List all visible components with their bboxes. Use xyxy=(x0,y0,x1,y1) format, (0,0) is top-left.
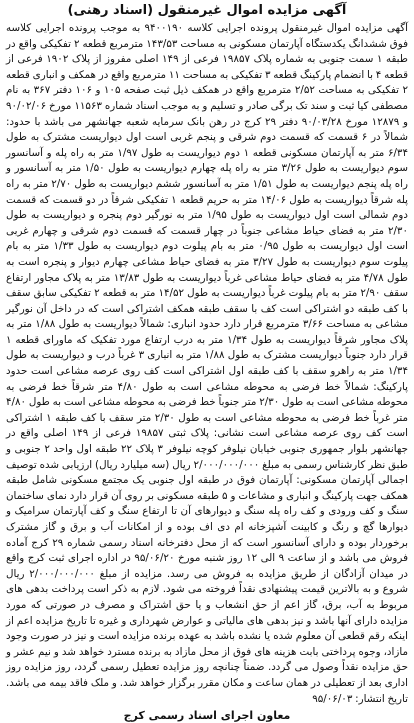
notice-body: آگهی مزایده اموال غیرمنقول پرونده اجرایی کلاسه ۹۴۰۰۱۹۰ به موجب پرونده اجرایی کلاسه فوق ششدانگ یکدستگاه آپارتمان مسکونی به مساحت ۱۴۳/۵۳ مترمربع قطعه ۲ تفکیکی واقع در طبقه ۱ سمت جنوبی به شماره پلاک ۱۹۸۵۷ فرعی از ۱۴۹ اصلی مفروز از پلاک ۱۹۰۲ فرعی از قطعه ۴ با انضمام پارکینگ قطعه ۳ تفکیکی به مساحت ۱۱ مترمربع واقع در همکف و انباری قطعه ۲ تفکیکی به مساحت ۲/۵۲ مترمربع واقع در همکف ذیل ثبت صفحه ۱۰۵ و ۱۰۶ دفتر ۳۶۷ به نام مصطفی کیا ثبت و سند تک برگی صادر و تسلیم و به موجب اسناد شماره ۱۱۵۶۳ مورخ ۹۰/۰۲/۰۶ و ۱۲۸۷۹ مورخ ۹۰/۰۳/۲۸ دفتر ۲۹ کرج در رهن بانک سرمایه شعبه جهانشهر می باشد با حدود: شمالاً در ۶ قسمت که قسمت دوم شرقی و پنجم غربی است اول دیواریست مشترک به طول ۶/۳۴ متر به آپارتمان مسکونی قطعه ۱ دوم دیواریست به طول ۱/۹۷ متر به راه پله و آسانسور سوم دیواریست به طول ۳/۲۶ متر به راه پله چهارم دیواریست به طول ۱/۵۰ متر به آسانسور و راه پله پنجم دیواریست به طول ۱/۵۱ متر به آسانسور ششم دیواریست به طول ۲/۷۰ متر به راه پله شرقاً دیواریست به طول ۱۴/۰۶ متر به حریم قطعه ۱ تفکیکی شرقاً در دو قسمت که قسمت دوم شمالی است اول دیواریست به طول ۱/۹۵ متر به نورگیر دوم پنجره و دیواریست به طول ۲/۳۰ متر به فضای حیاط مشاعی جنوباً در چهار قسمت که قسمت دوم شرقی و چهارم غربی است اول دیواریست به طول ۰/۹۵ متر به بام پیلوت دوم دیواریست به طول ۱/۳۳ متر به بام پیلوت سوم دیواریست به طول ۳/۲۷ متر به فضای حیاط مشاعی چهارم دیوار و پنجره است به طول ۴/۷۸ متر به فضای حیاط مشاعی غرباً دیواریست به طول ۱۳/۸۳ متر به پلاک مجاور ارتفاع سقف ۲/۹۰ متر به بام پیلوت غرباً دیواریست به طول ۱۴/۵۲ متر به قطعه ۲ تفکیکی سابق سقف با کف طبقه دو اشتراکی است کف با سقف طبقه همکف اشتراکی است که در داخل آن نورگیر مشاعی به مساحت ۳/۶۶ مترمربع قرار دارد حدود انباری: شمالاً دیواریست به طول ۱/۸۸ متر به پلاک مجاور شرقاً دیواریست به طول ۱/۳۴ متر به درب ارتفاع مورد تفکیک که ماورای قطعه ۱ قرار دارد جنوباً دیواریست مشترک به طول ۱/۸۸ متر به انباری ۳ غرباً درب و دیواریست به طول ۱/۳۴ متر به راهرو سقف با کف طبقه اول اشتراکی است کف روی عرصه مشاعی است حدود پارکینگ: شمالاً خط فرضی به محوطه مشاعی است به طول ۴/۸۰ متر شرقاً خط فرضی به محوطه مشاعی است به طول ۲/۳۰ متر جنوباً خط فرضی به محوطه مشاعی است به طول ۴/۸۰ متر غرباً خط فرضی به محوطه مشاعی است به طول ۲/۳۰ متر سقف با کف طبقه ۱ اشتراکی است کف روی عرصه مشاعی است نشانی: پلاک ثبتی ۱۹۸۵۷ فرعی از ۱۴۹ اصلی واقع در جهانشهر بلوار جمهوری جنوبی خیابان نیلوفر کوچه نیلوفر ۳ پلاک ۲۲ طبقه اول واحد ۲ جنوبی و طبق نظر کارشناس رسمی به مبلغ ۲/۰۰۰/۰۰۰/۰۰۰ ریال (سه میلیارد ریال) ارزیابی شده توصیف اجمالی آپارتمان مسکونی: آپارتمان فوق در طبقه اول جنوبی یک مجتمع مسکونی شامل طبقه همکف جهت پارکینگ و انباری و مشاعات و ۵ طبقه مسکونی بر روی آن قرار دارد نمای ساختمان سنگ و کف ورودی و کف راه پله سنگ و دیوارهای آن تا ارتفاع سنگ و کف آپارتمان سرامیک و دیوارها گچ و رنگ و کابینت آشپزخانه ام دی اف بوده و از امکانات آب و برق و گاز مشترک برخوردار بوده و دارای آسانسور است که از محل دفترخانه اسناد رسمی شماره ۲۹ کرج آماده فروش می باشد و از ساعت ۹ الی ۱۲ روز شنبه مورخ ۹۵/۰۶/۲۰ در اداره اجرای ثبت کرج واقع در میدان آزادگان از طریق مزایده به فروش می رسد. مزایده از مبلغ ۲/۰۰۰/۰۰۰/۰۰۰ ریال شروع و به بالاترین قیمت پیشنهادی نقداً فروخته می شود. لازم به ذکر است پرداخت بدهی های مربوط به آب، برق، گاز اعم از حق انشعاب و یا حق اشتراک و مصرف در صورتی که مورد مزایده دارای آنها باشد و نیز بدهی های مالیاتی و عوارض شهرداری و غیره تا تاریخ مزایده اعم از اینکه رقم قطعی آن معلوم شده یا نشده باشد به عهده برنده مزایده است و نیز در صورت وجود مازاد، وجوه پرداختی بابت هزینه های فوق از محل مازاد به برنده مسترد خواهد شد و نیم عشر و حق مزایده نقداً وصول می گردد. ضمناً چنانچه روز مزایده تعطیل رسمی گردد، روز مزایده روز اداری بعد از تعطیلی در همان ساعت و مکان مقرر برگزار خواهد شد. و ملک فاقد بیمه می باشد. تاریخ انتشار: ۹۵/۰۶/۰۳ xyxy=(6,22,409,705)
notice-signature: معاون اجرای اسناد رسمی کرج xyxy=(123,709,291,723)
notice-title: آگهی مزایده اموال غیرمنقول (اسناد رهنی) xyxy=(67,3,347,18)
